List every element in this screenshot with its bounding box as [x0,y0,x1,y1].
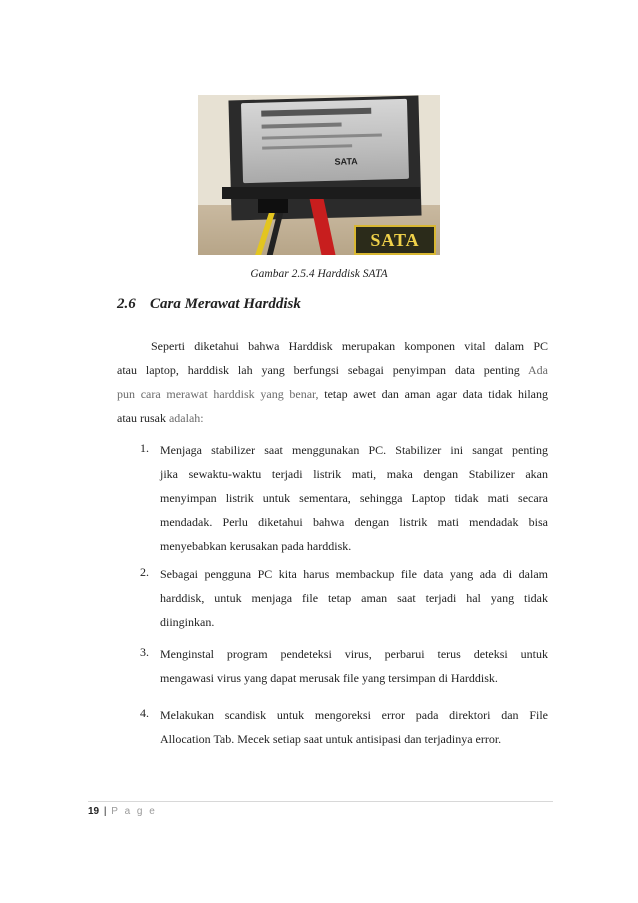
list-item-text [160,703,548,751]
paragraph-line [117,382,548,406]
list-item-line: harddisk, untuk menjaga file tetap aman saat terjadi hal yang tidak [160,591,548,605]
label-text-bar [262,144,352,149]
paragraph-text: atau laptop, harddisk lah yang berfungsi sebagai penyimpan data penting [117,363,528,377]
power-connector [258,199,288,213]
list-item-line: Allocation Tab. Mecek setiap saat untuk antisipasi dan terjadinya error. [160,732,502,746]
harddisk-pcb [222,187,420,199]
list-item-line: diinginkan. [160,615,215,629]
label-brand-bar [261,108,371,117]
list-item-line: jika sewaktu-waktu terjadi listrik mati, maka dengan Stabilizer akan [160,467,548,481]
paragraph-text-gray: adalah: [168,411,204,425]
intro-paragraph [117,334,548,430]
harddisk-sata-photo [198,95,440,255]
footer-page-word: P a g e [111,806,157,817]
list-item-number: 2. [140,565,149,579]
list-item-line: menyimpan listrik untuk sementara, sehingga Laptop tidak mati secara [160,491,548,505]
list-item-line: menyebabkan kerusakan pada harddisk. [160,539,352,553]
section-title: Cara Merawat Harddisk [150,296,301,312]
footer-separator: | [103,806,107,817]
label-text-bar [262,134,382,140]
section-number: 2.6 [117,296,136,312]
label-sata-text: SATA [334,156,358,167]
paragraph-text-gray: pun cara merawat harddisk yang benar, [117,387,319,401]
list-item-text [160,438,548,558]
list-item-line: Menjaga stabilizer saat menggunakan PC. Stabilizer ini sangat penting [160,443,548,457]
list-item-line: mendadak. Perlu diketahui bahwa dengan listrik mati mendadak bisa [160,515,548,529]
list-item-text [160,562,548,634]
list-item-line: Melakukan scandisk untuk mengoreksi error pada direktori dan File [160,708,548,722]
list-item-line: Menginstal program pendeteksi virus, perbarui terus deteksi untuk [160,647,548,661]
harddisk-label [241,99,409,183]
paragraph-text: tetap awet dan aman agar data tidak hilang [318,387,548,401]
list-item-text [160,642,548,690]
list-item-line: Sebagai pengguna PC kita harus membackup file data yang ada di dalam [160,567,548,581]
label-text-bar [262,123,342,129]
list-item-number: 4. [140,706,149,720]
footer-divider [88,801,553,802]
paragraph-text-gray: Ada [528,363,548,377]
paragraph-line [117,406,548,430]
sata-badge: SATA [354,225,436,255]
list-item-line: mengawasi virus yang dapat merusak file yang tersimpan di Harddisk. [160,671,498,685]
page-number: 19 [88,806,100,817]
list-item-number: 1. [140,441,149,455]
list-item-number: 3. [140,645,149,659]
paragraph-line: Seperti diketahui bahwa Harddisk merupakan komponen vital dalam PC [151,339,548,353]
page-footer [88,806,157,817]
paragraph-text: atau rusak [117,411,169,425]
figure-caption: Gambar 2.5.4 Harddisk SATA [250,268,388,280]
paragraph-line [117,358,548,382]
